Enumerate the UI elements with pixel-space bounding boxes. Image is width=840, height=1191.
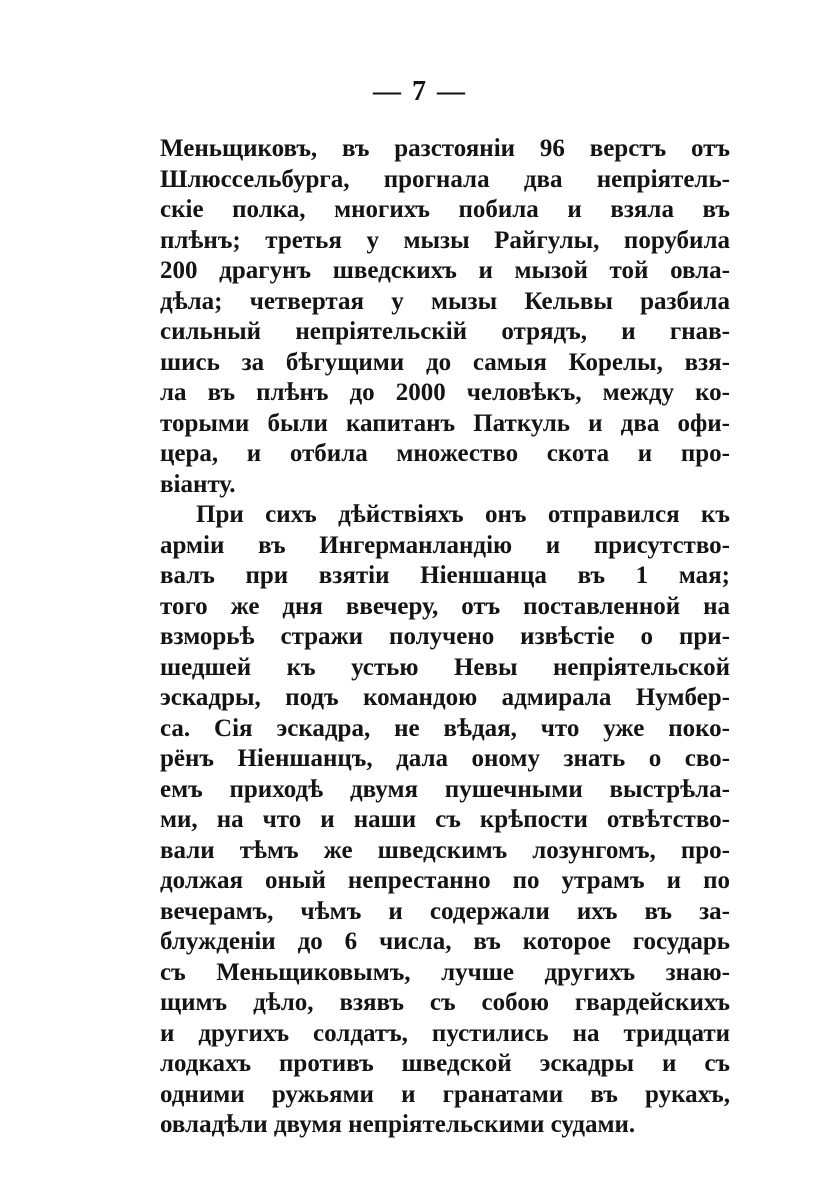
text-line: віанту. xyxy=(160,470,236,498)
text-line: вечерамъ, чѣмъ и содержали ихъ въ за- xyxy=(160,897,730,925)
text-line: того же дня ввечеру, отъ поставленной на xyxy=(160,592,730,620)
text-line: лодкахъ противъ шведской эскадры и съ xyxy=(160,1050,730,1077)
text-line: Меньщиковъ, въ разстояніи 96 верстъ отъ xyxy=(160,135,730,162)
text-line: съ Меньщиковымъ, лучше другихъ знаю- xyxy=(160,958,730,986)
text-line: вали тѣмъ же шведскимъ лозунгомъ, про- xyxy=(160,836,730,864)
body-text xyxy=(160,134,730,1141)
text-line: эскадры, подъ командою адмирала Нумбер- xyxy=(160,684,730,711)
text-line: ми, на что и наши съ крѣпости отвѣтство- xyxy=(160,806,730,833)
text-line: арміи въ Ингерманландію и присутство- xyxy=(160,531,730,559)
text-line: шись за бѣгущими до самыя Корелы, взя- xyxy=(160,348,730,376)
text-line: одними ружьями и гранатами въ рукахъ, xyxy=(160,1080,730,1108)
page-number: — 7 — xyxy=(373,76,467,107)
text-line: взморьѣ стражи получено извѣстіе о при- xyxy=(160,623,730,650)
text-line: 200 драгунъ шведскихъ и мызой той овла- xyxy=(160,257,730,284)
text-line: плѣнъ; третья у мызы Райгулы, порубила xyxy=(160,226,730,254)
text-line: должая оный непрестанно по утрамъ и по xyxy=(160,867,730,894)
paragraph-2 xyxy=(160,500,730,1141)
text-line: шедшей къ устью Невы непріятельской xyxy=(160,653,730,681)
text-line: валъ при взятіи Ніеншанца въ 1 мая; xyxy=(160,562,730,589)
text-line: Шлюссельбурга, прогнала два непріятель- xyxy=(160,165,730,193)
text-line: сильный непріятельскій отрядъ, и гнав- xyxy=(160,318,730,345)
text-line: овладѣли двумя непріятельскими судами. xyxy=(160,1111,636,1138)
text-line: рёнъ Ніеншанцъ, дала оному знать о сво- xyxy=(160,745,730,772)
text-line: блужденіи до 6 числа, въ которое государь xyxy=(160,928,730,955)
text-line: емъ приходѣ двумя пушечными выстрѣла- xyxy=(160,775,730,803)
text-line: са. Сія эскадра, не вѣдая, что уже поко- xyxy=(160,714,730,742)
text-line: и другихъ солдатъ, пустились на тридцати xyxy=(160,1019,730,1047)
text-line: дѣла; четвертая у мызы Кельвы разбила xyxy=(160,287,730,315)
text-line: скіе полка, многихъ побила и взяла въ xyxy=(160,196,730,223)
text-line: торыми были капитанъ Паткуль и два офи- xyxy=(160,409,730,437)
text-line: ла въ плѣнъ до 2000 человѣкъ, между ко- xyxy=(160,379,730,406)
text-line: цера, и отбила множество скота и про- xyxy=(160,440,730,467)
text-line: щимъ дѣло, взявъ съ собою гвардейскихъ xyxy=(160,989,730,1016)
text-line: При сихъ дѣйствіяхъ онъ отправился къ xyxy=(196,501,730,528)
paragraph-1 xyxy=(160,134,730,500)
